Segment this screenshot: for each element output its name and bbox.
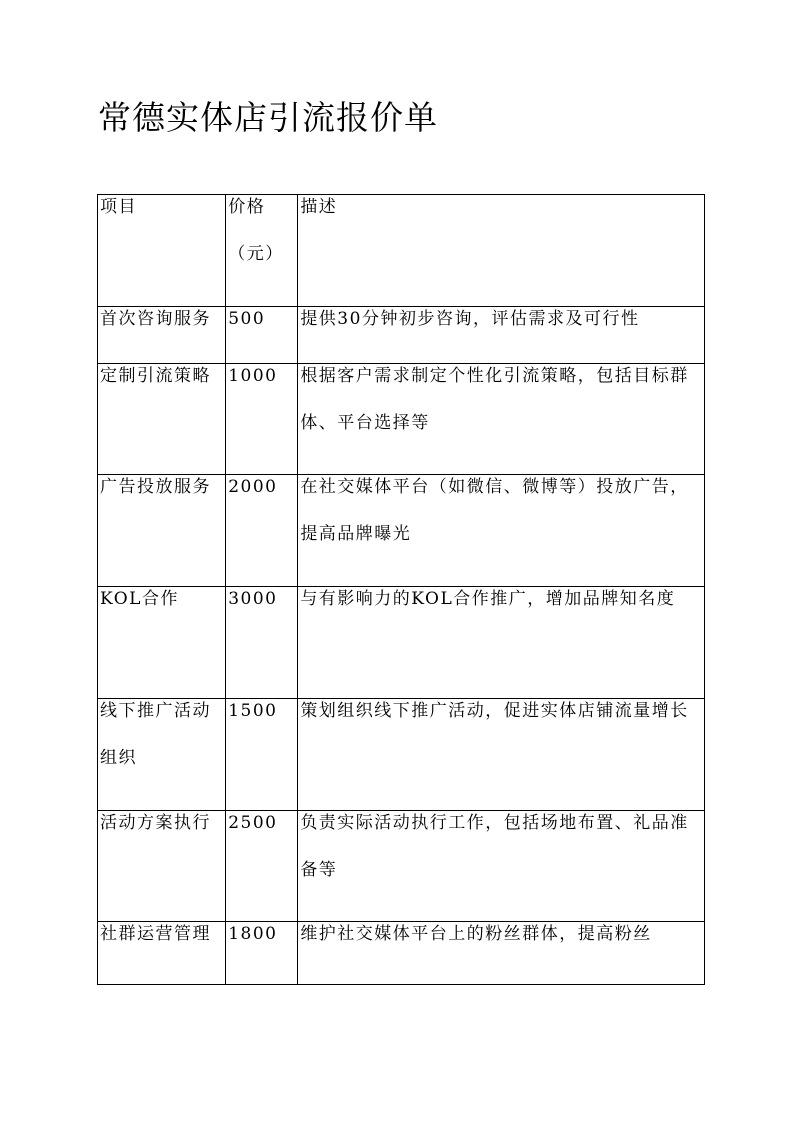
table-row — [98, 587, 705, 699]
header-cell-item — [98, 195, 226, 307]
cell-description — [298, 475, 705, 587]
cell-price — [226, 699, 298, 811]
table-row — [98, 811, 705, 922]
cell-description — [298, 587, 705, 699]
header-cell-description — [298, 195, 705, 307]
cell-item — [98, 307, 226, 364]
table-row — [98, 364, 705, 475]
table-row — [98, 922, 705, 985]
item-text: 广告投放服务 — [100, 477, 211, 497]
cell-description — [298, 307, 705, 364]
item-text: 定制引流策略 — [100, 366, 211, 386]
item-text: 首次咨询服务 — [100, 309, 211, 329]
description-text: 根据客户需求制定个性化引流策略，包括目标群体、平台选择等 — [300, 366, 689, 433]
description-text: 策划组织线下推广活动，促进实体店铺流量增长 — [300, 701, 689, 721]
header-price-text: 价格（元） — [228, 197, 284, 264]
description-text: 与有影响力的KOL合作推广，增加品牌知名度 — [300, 589, 676, 609]
price-text: 2500 — [228, 813, 278, 833]
cell-item — [98, 475, 226, 587]
header-item-text: 项目 — [100, 197, 137, 217]
description-text: 负责实际活动执行工作，包括场地布置、礼品准备等 — [300, 813, 689, 880]
price-text: 1500 — [228, 701, 278, 721]
header-description-text: 描述 — [300, 197, 338, 217]
cell-price — [226, 364, 298, 475]
cell-description — [298, 699, 705, 811]
table-row — [98, 699, 705, 811]
price-text: 1000 — [228, 366, 278, 386]
description-text: 在社交媒体平台（如微信、微博等）投放广告，提高品牌曝光 — [300, 477, 689, 544]
description-text: 提供30分钟初步咨询，评估需求及可行性 — [300, 309, 640, 329]
quote-table — [97, 194, 705, 985]
item-text: 活动方案执行 — [100, 813, 211, 833]
cell-price — [226, 811, 298, 922]
table-row — [98, 307, 705, 364]
cell-description — [298, 364, 705, 475]
cell-item — [98, 811, 226, 922]
item-text: KOL合作 — [100, 589, 179, 609]
header-cell-price — [226, 195, 298, 307]
table-header-row — [98, 195, 705, 307]
price-text: 1800 — [228, 924, 278, 944]
page-title: 常德实体店引流报价单 — [98, 98, 438, 137]
cell-price — [226, 307, 298, 364]
cell-item — [98, 699, 226, 811]
cell-price — [226, 922, 298, 985]
cell-description — [298, 922, 705, 985]
cell-item — [98, 364, 226, 475]
price-text: 2000 — [228, 477, 278, 497]
cell-price — [226, 587, 298, 699]
description-text: 维护社交媒体平台上的粉丝群体，提高粉丝 — [300, 924, 652, 944]
item-text: 社群运营管理 — [100, 924, 211, 944]
item-text: 线下推广活动组织 — [100, 701, 211, 768]
cell-item — [98, 922, 226, 985]
price-text: 500 — [228, 309, 266, 329]
cell-price — [226, 475, 298, 587]
price-text: 3000 — [228, 589, 278, 609]
cell-item — [98, 587, 226, 699]
cell-description — [298, 811, 705, 922]
table-row — [98, 475, 705, 587]
